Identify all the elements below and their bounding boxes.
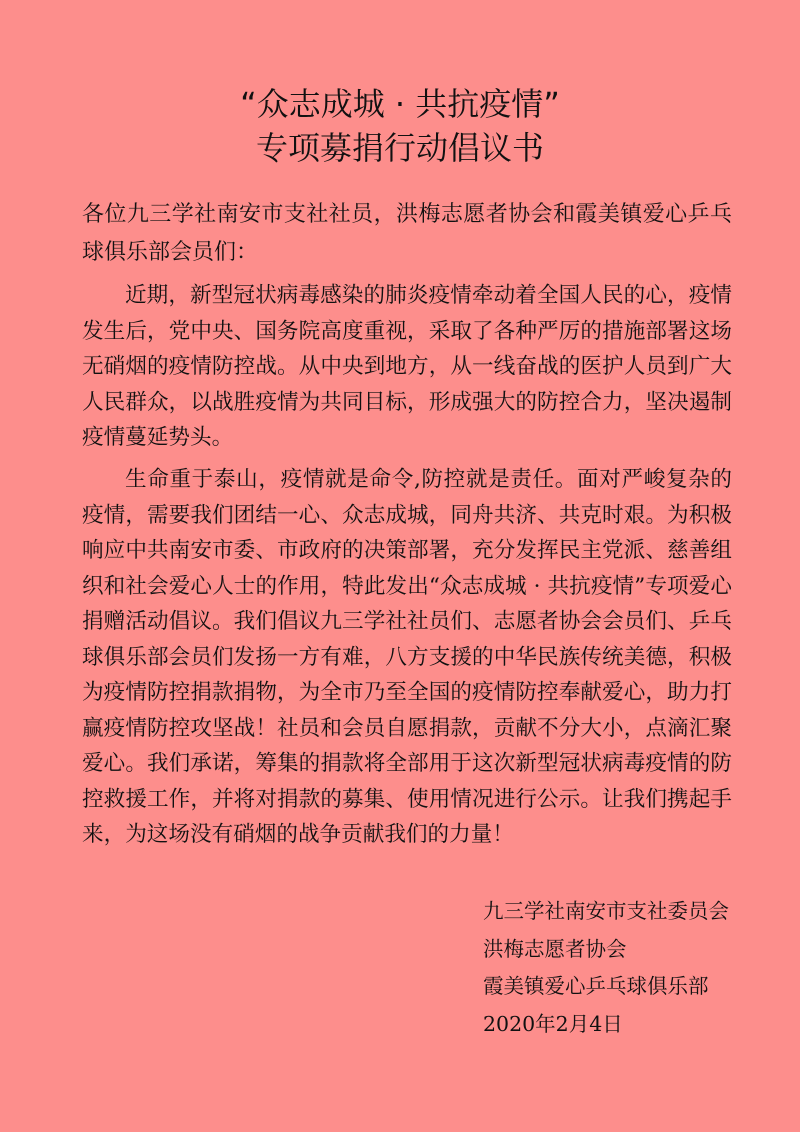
signature-org-3: 霞美镇爱心乒乓球俱乐部: [483, 974, 709, 998]
signature-date: 2020年2月4日: [483, 1011, 623, 1036]
document-title-line-1: “众志成城 · 共抗疫情”: [240, 85, 560, 123]
paragraph-1: 近期，新型冠状病毒感染的肺炎疫情牵动着全国人民的心，疫情发生后，党中央、国务院高度重视，采取了各种严厉的措施部署这场无硝烟的疫情防控战。从中央到地方，从一线奋战的医护人员到广大人民群众，以战胜疫情为共同目标，形成强大的防控合力，坚决遏制疫情蔓延势头。: [82, 283, 732, 450]
signature-org-2: 洪梅志愿者协会: [483, 936, 627, 961]
salutation: 各位九三学社南安市支社社员，洪梅志愿者协会和霞美镇爱心乒乓球俱乐部会员们：: [82, 202, 732, 265]
signature-block: [483, 893, 783, 1043]
document-title-line-2: 专项募捐行动倡议书: [255, 129, 544, 167]
signature-org-1: 九三学社南安市支社委员会: [483, 899, 729, 923]
paragraph-2: 生命重于泰山，疫情就是命令,防控就是责任。面对严峻复杂的疫情，需要我们团结一心、众志成城，同舟共济、共克时艰。为积极响应中共南安市委、市政府的决策部署，充分发挥民主党派、慈善组织和社会爱心人士的作用，特此发出“众志成城 · 共抗疫情”专项爱心捐赠活动倡议。我们倡议九三学社社员们、志愿者协会会员们、乒乓球俱乐部会员们发扬一方有难，八方支援的中华民族传统美德，积极为疫情防控捐款捐物，为全市乃至全国的疫情防控奉献爱心，助力打赢疫情防控攻坚战！社员和会员自愿捐款，贡献不分大小，点滴汇聚爱心。我们承诺，筹集的捐款将全部用于这次新型冠状病毒疫情的防控救援工作，并将对捐款的募集、使用情况进行公示。让我们携起手来，为这场没有硝烟的战争贡献我们的力量！: [82, 467, 732, 847]
